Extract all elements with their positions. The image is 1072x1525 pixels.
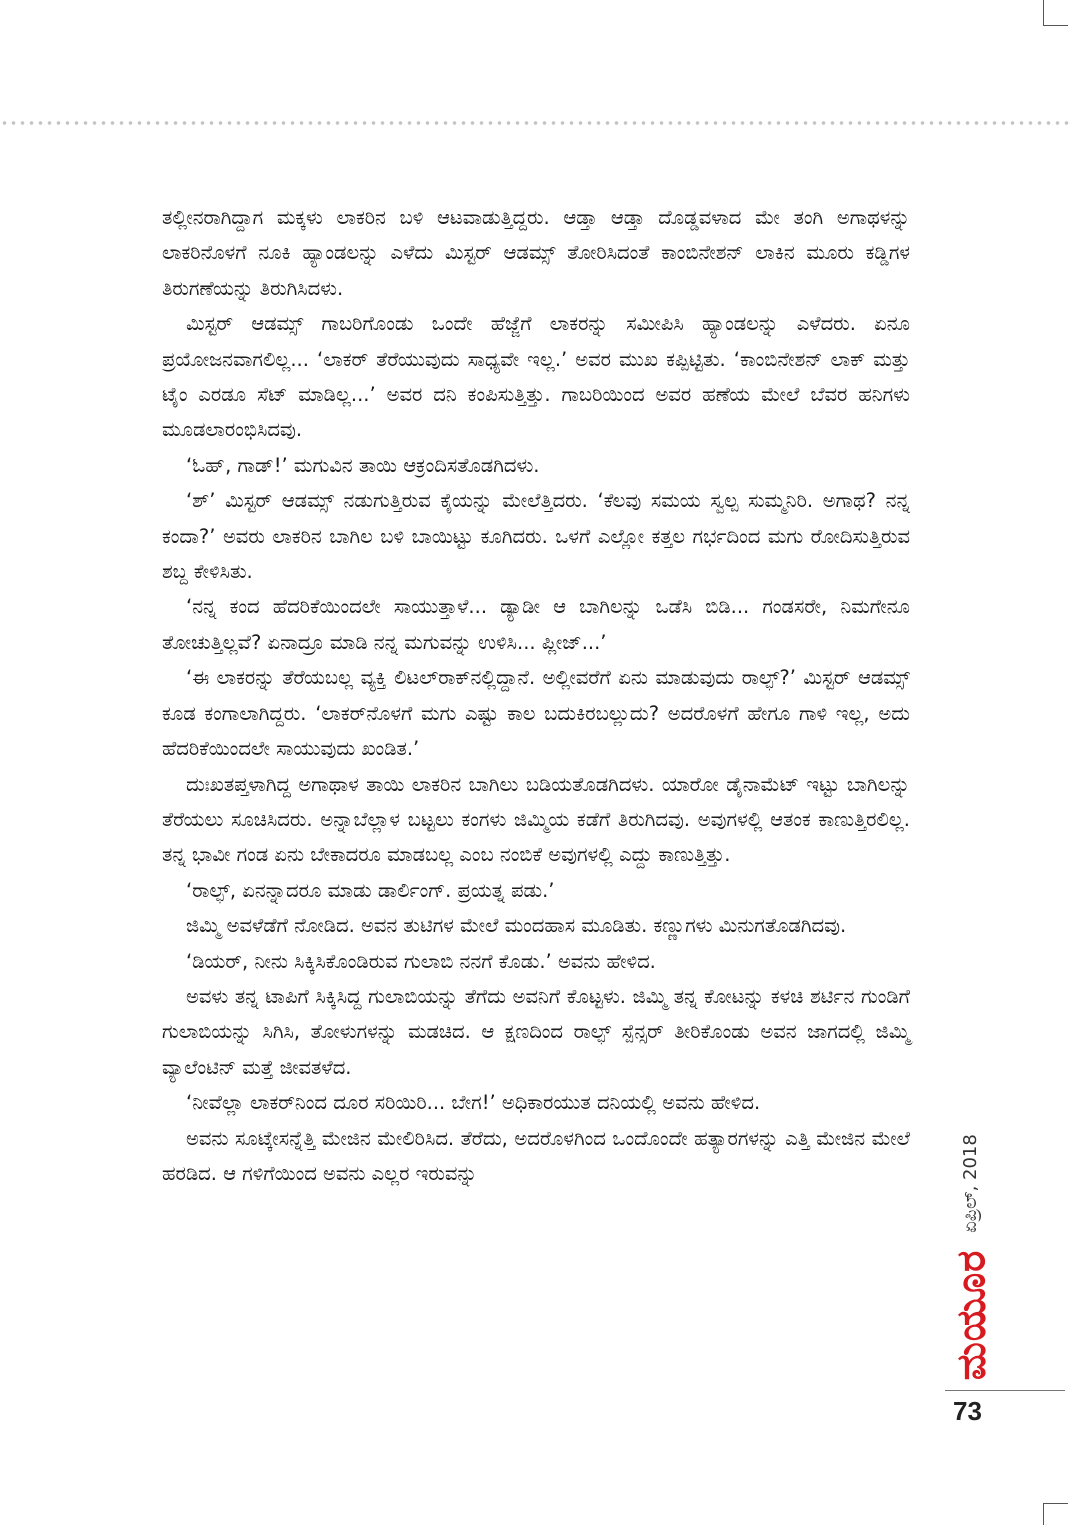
page-number: 73 [953,1396,982,1426]
issue-date-text: ಏಪ್ರಿಲ್, 2018 [959,1133,981,1233]
paragraph: ಅವಳು ತನ್ನ ಟಾಪಿಗೆ ಸಿಕ್ಕಿಸಿದ್ದ ಗುಲಾಬಿಯನ್ನು ತೆಗೆದು ಅವನಿಗೆ ಕೊಟ್ಟಳು. ಜಿಮ್ಮಿ ತನ್ನ ಕೋಟನ್ನು ಕಳಚಿ ಶರ್ಟಿನ ಗುಂಡಿಗೆ ಗುಲಾಬಿಯನ್ನು ಸಿಗಿಸಿ, ತೋಳುಗಳನ್ನು ಮಡಚಿದ. ಆ ಕ್ಷಣದಿಂದ ರಾಲ್ಫ್ ಸ್ಪೆನ್ಸರ್ ತೀರಿಕೊಂಡು ಅವನ ಜಾಗದಲ್ಲಿ ಜಿಮ್ಮಿ ವ್ಯಾಲೆಂಟಿನ್ ಮತ್ತೆ ಜೀವತಳೆದ. [162,984,910,1079]
issue-date [950,1128,990,1238]
crop-mark-bottom-vertical [1043,1503,1044,1525]
crop-mark-top-vertical [1043,0,1044,26]
dotted-divider [0,120,1072,126]
paragraph: ‘ರಾಲ್ಫ್, ಏನನ್ನಾದರೂ ಮಾಡು ಡಾರ್ಲಿಂಗ್. ಪ್ರಯತ್ನ ಪಡು.’ [186,878,555,902]
magazine-logo [944,1250,998,1380]
paragraph: ತಲ್ಲೀನರಾಗಿದ್ದಾಗ ಮಕ್ಕಳು ಲಾಕರಿನ ಬಳಿ ಆಟವಾಡುತ್ತಿದ್ದರು. ಆಡ್ತಾ ಆಡ್ತಾ ದೊಡ್ಡವಳಾದ ಮೇ ತಂಗಿ ಅಗಾಥಳನ್ನು ಲಾಕರಿನೊಳಗೆ ನೂಕಿ ಹ್ಯಾಂಡಲನ್ನು ಎಳೆದು ಮಿಸ್ಟರ್ ಆಡಮ್ಸ್ ತೋರಿಸಿದಂತೆ ಕಾಂಬಿನೇಶನ್ ಲಾಕಿನ ಮೂರು ಕಡ್ಡಿಗಳ ತಿರುಗಣೆಯನ್ನು ತಿರುಗಿಸಿದಳು. [162,206,910,300]
paragraph: ‘ಈ ಲಾಕರನ್ನು ತೆರೆಯಬಲ್ಲ ವ್ಯಕ್ತಿ ಲಿಟಲ್‌ರಾಕ್‌ನಲ್ಲಿದ್ದಾನೆ. ಅಲ್ಲೀವರೆಗೆ ಏನು ಮಾಡುವುದು ರಾಲ್ಫ್?’ ಮಿಸ್ಟರ್ ಆಡಮ್ಸ್ ಕೂಡ ಕಂಗಾಲಾಗಿದ್ದರು. ‘ಲಾಕರ್‌ನೊಳಗೆ ಮಗು ಎಷ್ಟು ಕಾಲ ಬದುಕಿರಬಲ್ಲುದು? ಅದರೊಳಗೆ ಹೇಗೂ ಗಾಳಿ ಇಲ್ಲ, ಅದು ಹೆದರಿಕೆಯಿಂದಲೇ ಸಾಯುವುದು ಖಂಡಿತ.’ [162,666,910,761]
page-number-rule [945,1390,1065,1391]
paragraph: ‘ಓಹ್, ಗಾಡ್!’ ಮಗುವಿನ ತಾಯಿ ಆಕ್ರಂದಿಸತೊಡಗಿದಳು. [186,453,540,477]
paragraph: ಅವನು ಸೂಟ್ಕೇಸನ್ನೆತ್ತಿ ಮೇಜಿನ ಮೇಲಿರಿಸಿದ. ತೆರೆದು, ಅದರೊಳಗಿಂದ ಒಂದೊಂದೇ ಹತ್ಯಾರಗಳನ್ನು ಎತ್ತಿ ಮೇಜಿನ ಮೇಲೆ ಹರಡಿದ. ಆ ಗಳಿಗೆಯಿಂದ ಅವನು ಎಲ್ಲರ ಇರುವನ್ನು [162,1126,910,1185]
paragraph: ಮಿಸ್ಟರ್ ಆಡಮ್ಸ್ ಗಾಬರಿಗೊಂಡು ಒಂದೇ ಹೆಜ್ಜೆಗೆ ಲಾಕರನ್ನು ಸಮೀಪಿಸಿ ಹ್ಯಾಂಡಲನ್ನು ಎಳೆದರು. ಏನೂ ಪ್ರಯೋಜನವಾಗಲಿಲ್ಲ... ‘ಲಾಕರ್ ತೆರೆಯುವುದು ಸಾಧ್ಯವೇ ಇಲ್ಲ.’ ಅವರ ಮುಖ ಕಪ್ಪಿಟ್ಟಿತು. ‘ಕಾಂಬಿನೇಶನ್ ಲಾಕ್ ಮತ್ತು ಟೈಂ ಎರಡೂ ಸೆಟ್ ಮಾಡಿಲ್ಲ...’ ಅವರ ದನಿ ಕಂಪಿಸುತ್ತಿತ್ತು. ಗಾಬರಿಯಿಂದ ಅವರ ಹಣೆಯ ಮೇಲೆ ಬೆವರ ಹನಿಗಳು ಮೂಡಲಾರಂಭಿಸಿದವು. [162,312,910,442]
crop-mark-bottom-horizontal [1043,1503,1068,1504]
paragraph: ‘ನೀವೆಲ್ಲಾ ಲಾಕರ್‌ನಿಂದ ದೂರ ಸರಿಯಿರಿ... ಬೇಗ!’ ಅಧಿಕಾರಯುತ ದನಿಯಲ್ಲಿ ಅವನು ಹೇಳಿದ. [186,1091,761,1115]
paragraph: ‘ಶ್’ ಮಿಸ್ಟರ್ ಆಡಮ್ಸ್ ನಡುಗುತ್ತಿರುವ ಕೈಯನ್ನು ಮೇಲೆತ್ತಿದರು. ‘ಕೆಲವು ಸಮಯ ಸ್ವಲ್ಪ ಸುಮ್ಮನಿರಿ. ಅಗಾಥ? ನನ್ನ ಕಂದಾ?’ ಅವರು ಲಾಕರಿನ ಬಾಗಿಲ ಬಳಿ ಬಾಯಿಟ್ಟು ಕೂಗಿದರು. ಒಳಗೆ ಎಲ್ಲೋ ಕತ್ತಲ ಗರ್ಭದಿಂದ ಮಗು ರೋದಿಸುತ್ತಿರುವ ಶಬ್ದ ಕೇಳಿಸಿತು. [162,489,910,584]
crop-mark-top-horizontal [1043,25,1068,26]
paragraph: ದುಃಖತಪ್ತಳಾಗಿದ್ದ ಅಗಾಥಾಳ ತಾಯಿ ಲಾಕರಿನ ಬಾಗಿಲು ಬಡಿಯತೊಡಗಿದಳು. ಯಾರೋ ಡೈನಾಮೆಟ್ ಇಟ್ಟು ಬಾಗಿಲನ್ನು ತೆರೆಯಲು ಸೂಚಿಸಿದರು. ಅನ್ನಾಬೆಲ್ಲಾಳ ಬಟ್ಟಲು ಕಂಗಳು ಜಿಮ್ಮಿಯ ಕಡೆಗೆ ತಿರುಗಿದವು. ಅವುಗಳಲ್ಲಿ ಆತಂಕ ಕಾಣುತ್ತಿರಲಿಲ್ಲ. ತನ್ನ ಭಾವೀ ಗಂಡ ಏನು ಬೇಕಾದರೂ ಮಾಡಬಲ್ಲ ಎಂಬ ನಂಬಿಕೆ ಅವುಗಳಲ್ಲಿ ಎದ್ದು ಕಾಣುತ್ತಿತ್ತು. [162,772,910,867]
article-body [162,200,910,1191]
paragraph: ಜಿಮ್ಮಿ ಅವಳೆಡೆಗೆ ನೋಡಿದ. ಅವನ ತುಟಿಗಳ ಮೇಲೆ ಮಂದಹಾಸ ಮೂಡಿತು. ಕಣ್ಣುಗಳು ಮಿನುಗತೊಡಗಿದವು. [186,914,847,938]
paragraph: ‘ಡಿಯರ್, ನೀನು ಸಿಕ್ಕಿಸಿಕೊಂಡಿರುವ ಗುಲಾಬಿ ನನಗೆ ಕೊಡು.’ ಅವನು ಹೇಳಿದ. [186,949,656,973]
magazine-logo-text: ಮಯೂರ [948,1249,994,1381]
paragraph: ‘ನನ್ನ ಕಂದ ಹೆದರಿಕೆಯಿಂದಲೇ ಸಾಯುತ್ತಾಳೆ... ಡ್ಯಾಡೀ ಆ ಬಾಗಿಲನ್ನು ಒಡೆಸಿ ಬಿಡಿ... ಗಂಡಸರೇ, ನಿಮಗೇನೂ ತೋಚುತ್ತಿಲ್ಲವೆ? ಏನಾದ್ರೂ ಮಾಡಿ ನನ್ನ ಮಗುವನ್ನು ಉಳಿಸಿ... ಪ್ಲೀಜ್...’ [162,595,910,654]
